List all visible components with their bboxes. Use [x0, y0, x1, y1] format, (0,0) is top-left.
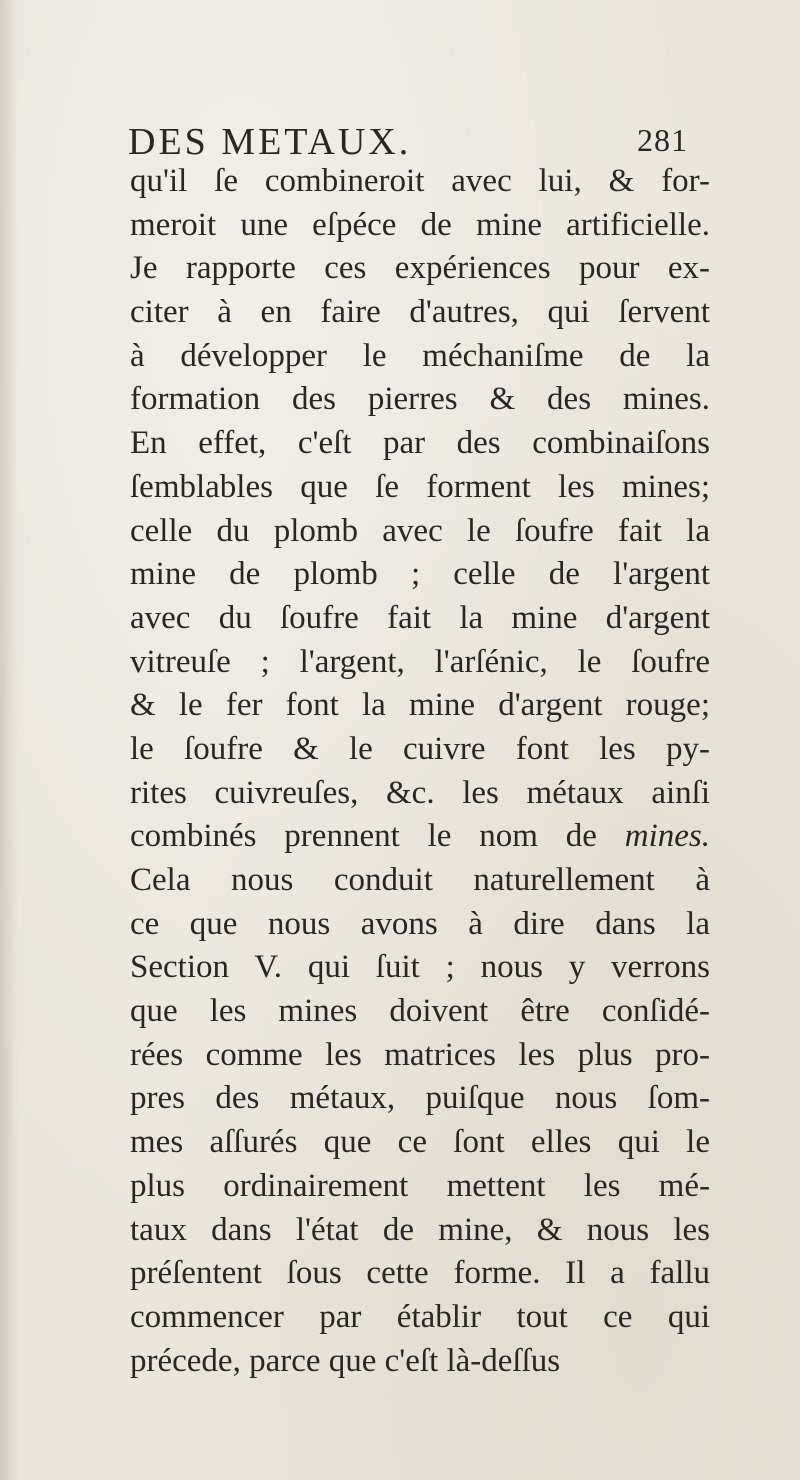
text-line: formation des pierres & des mines.	[130, 381, 710, 418]
italic-word: mines.	[624, 818, 710, 855]
text-line: mes aſſurés que ce ſont elles qui le	[130, 1124, 710, 1161]
text-line: ſemblables que ſe forment les mines;	[130, 468, 710, 505]
text-line: meroit une eſpéce de mine artificielle.	[130, 206, 710, 243]
text-line: le ſoufre & le cuivre font les py-	[130, 730, 710, 767]
page-number: 281	[637, 122, 688, 158]
text-line: qu'il ſe combineroit avec lui, & for-	[130, 163, 710, 199]
body-text	[130, 160, 710, 1383]
text-line-start: combinés prennent le nom de	[130, 818, 597, 855]
text-line: pres des métaux, puiſque nous ſom-	[130, 1080, 710, 1117]
text-line: rées comme les matrices les plus pro-	[130, 1036, 710, 1073]
text-line: Cela nous conduit naturellement à	[130, 862, 710, 898]
text-line: celle du plomb avec le ſoufre fait la	[130, 512, 710, 549]
text-line: ce que nous avons à dire dans la	[130, 905, 710, 942]
text-line-last: précede, parce que c'eſt là-deſſus	[130, 1342, 561, 1379]
text-line: Je rapporte ces expériences pour ex-	[130, 250, 710, 287]
text-line: mine de plomb ; celle de l'argent	[130, 556, 710, 593]
text-line: rites cuivreuſes, &c. les métaux ainſi	[130, 774, 710, 811]
text-line: plus ordinairement mettent les mé-	[130, 1167, 710, 1204]
text-line: vitreuſe ; l'argent, l'arſénic, le ſoufre	[130, 643, 710, 680]
running-head	[128, 120, 688, 164]
text-line: En effet, c'eſt par des combinaiſons	[130, 425, 710, 462]
text-line: & le fer font la mine d'argent rouge;	[130, 687, 710, 724]
text-line: à développer le méchaniſme de la	[130, 337, 710, 374]
text-line: avec du ſoufre fait la mine d'argent	[130, 599, 710, 636]
running-head-title: DES METAUX.	[128, 121, 412, 163]
text-line: commencer par établir tout ce qui	[130, 1298, 710, 1335]
text-line: taux dans l'état de mine, & nous les	[130, 1211, 710, 1248]
text-line: préſentent ſous cette forme. Il a fallu	[130, 1255, 710, 1292]
text-line-with-italic	[130, 815, 710, 859]
text-line: que les mines doivent être conſidé-	[130, 993, 710, 1030]
text-line: Section V. qui ſuit ; nous y verrons	[130, 949, 710, 986]
text-line: citer à en faire d'autres, qui ſervent	[130, 294, 710, 331]
page-gutter-shadow	[0, 0, 18, 1480]
